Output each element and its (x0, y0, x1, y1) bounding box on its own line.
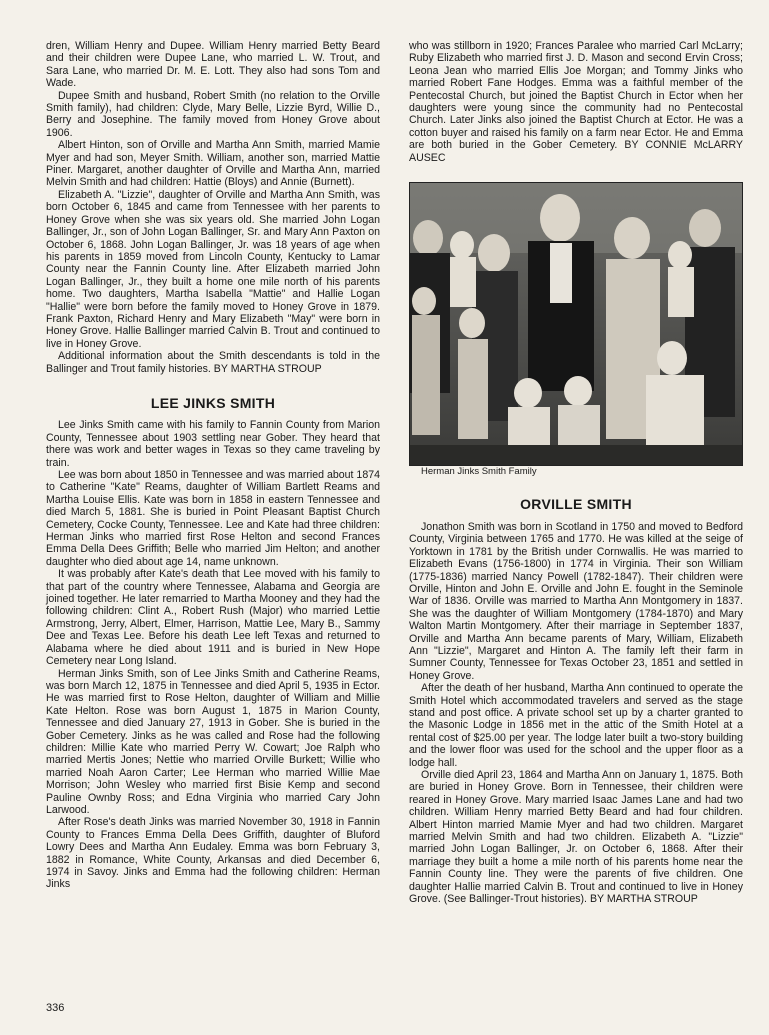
section-heading-lee-jinks-smith: LEE JINKS SMITH (150, 394, 276, 411)
paragraph: Additional information about the Smith descendants is told in the Ballinger and Trout family histories. BY MARTHA STROUP (46, 350, 380, 375)
paragraph: who was stillborn in 1920; Frances Paralee who married Carl McLarry; Ruby Elizabeth who married first J. D. Mason and second Ervin Cross; Leona Jean who married Ellis Joe Morgan; and Tommy Jinks who married Robert Fane Hodges. Emma was a faithful member of the Pentecostal Church, but joined the Baptist Church in Ector when her daughters were young since the community had no Pentecostal Church. Later Jinks also joined the Baptist Church at Ector. He was a cotton buyer and raised his family on a farm near Ector. He and Emma are both buried in the Gober Cemetery. BY CONNIE McLARRY AUSEC (409, 40, 743, 164)
right-column (409, 40, 743, 905)
left-column (46, 40, 380, 891)
paragraph: Dupee Smith and husband, Robert Smith (no relation to the Orville Smith family), had children: Clyde, Mary Belle, Lizzie Byrd, Willie D., Berry and Josephine. The family moved from Honey Grove about 1906. (46, 89, 380, 139)
family-photo-image (410, 183, 742, 465)
paragraph: It was probably after Kate's death that Lee moved with his family to that part of the country where Tennessee, Alabama and Georgia are joined together. He later remarried to Martha Mooney and they had the following children: Clint A., Robert Rush (Major) who married Lettie Armstrong, Jerry, Albert, Elmer, Harrison, Mattie Lee, Mary B., Sammy Dee and Texas Lee. Before his death Lee left Texas and returned to Alabama where he died about 1911 and is buried in New Hope Cemetery near Long Island. (46, 568, 380, 668)
page-number: 336 (46, 1002, 65, 1014)
paragraph: After the death of her husband, Martha Ann continued to operate the Smith Hotel which accommodated travelers and served as the stage stand and post office. A private school set up by a charter granted to the Masonic Lodge in 1856 met in the attic of the Smith Hotel at a rental cost of $25.00 per year. The lodge later built a two-story building and the lower floor was used for the school and the upper floor as a lodge hall. (409, 682, 743, 769)
photo-caption: Herman Jinks Smith Family (421, 466, 537, 478)
paragraph: After Rose's death Jinks was married November 30, 1918 in Fannin County to Frances Emma Della Dees Griffith, daughter of Bluford Lowry Dees and Martha Ann Eudaley. Emma was born February 3, 1882 in Romance, White County, Arkansas and died December 6, 1974 in Savoy. Jinks and Emma had the following children: Herman Jinks (46, 816, 380, 891)
family-photo (409, 182, 743, 466)
paragraph: Lee was born about 1850 in Tennessee and was married about 1874 to Catherine "Kate" Reams, daughter of William Bartlett Reams and Martha Louise Ellis. Kate was born in 1858 in eastern Tennessee and died March 5, 1881. She is buried in Point Pleasant Baptist Church Cemetery, Cocke County, Tennessee. Lee and Kate had three children: Herman Jinks who married first Rose Helton and second Frances Emma Della Dees Griffith; Belle who married Jim Helton; and another daughter who died about age 14, name unknown. (46, 469, 380, 568)
section-heading-orville-smith: ORVILLE SMITH (520, 496, 632, 513)
paragraph: Orville died April 23, 1864 and Martha Ann on January 1, 1875. Both are buried in Honey Grove. Born in Tennessee, their children were reared in Honey Grove. Mary married Isaac James Lane and had two children. William Henry married Betty Beard and had four children. Albert Hinton married Mamie Myer and had two children. Margaret married Melvin Smith and had two children. Elizabeth A. "Lizzie" married John Logan Ballinger, Jr. on October 6, 1868. After their marriage they built a home a mile north of his parents home near the Fannin County line. They were the parents of five children. One daughter Hallie married Calvin B. Trout and continued to live in Honey Grove. (See Ballinger-Trout histories). BY MARTHA STROUP (409, 769, 743, 906)
paragraph: Elizabeth A. "Lizzie", daughter of Orville and Martha Ann Smith, was born October 6, 1845 and came from Tennessee with her parents to Honey Grove when she was six years old. She married John Logan Ballinger, Jr., son of John Logan Ballinger, Sr. and Mary Ann Paxton on October 6, 1868. John Logan Ballinger, Jr. was 18 years of age when his parents in 1859 moved from Lincoln County, Kentucky to Lamar County near the Fannin County line. After Elizabeth married John Logan Ballinger, Jr., they built a home one mile north of his parents home. Two daughters, Martha Isabella "Mattie" and Hallie Logan "Hallie" were born before the family moved to Honey Grove in 1879. Frank Paxton, Richard Henry and Mary Elizabeth "May" were born in Honey Grove. Hallie Ballinger married Calvin B. Trout and continued to live in Honey Grove. (46, 188, 380, 350)
paragraph: Herman Jinks Smith, son of Lee Jinks Smith and Catherine Reams, was born March 12, 1875 in Tennessee and died April 5, 1935 in Ector. He was married first to Rose Helton, daughter of William and Millie Kate Helton. Rose was born August 1, 1875 in Marion County, Tennessee and died January 27, 1913 in Gober. She is buried in the Gober Cemetery. Jinks as he was called and Rose had the following children: Millie Kate who married Perry W. Cowart; Joe Ralph who married Mertis Jones; Nettie who married Orville Burkett; Willie who married Noah Aaron Carter; Lee Herman who married Willie Mae Morrison; John Wesley who married first Bisie Kemp and second Pauline Ownby Ross; and Edna Virginia who married Cary John Larwood. (46, 667, 380, 816)
paragraph: Albert Hinton, son of Orville and Martha Ann Smith, married Mamie Myer and had son, Meyer Smith. William, another son, married Mattie Piner. Margaret, another daughter of Orville and Martha Ann, married Melvin Smith and had children: Hattie (Bloys) and Annie (Burnett). (46, 139, 380, 189)
paragraph: dren, William Henry and Dupee. William Henry married Betty Beard and their children were Dupee Lane, who married L. W. Trout, and Sara Lane, who married Dr. M. E. Lott. They also had sons Tom and Wade. (46, 40, 380, 90)
paragraph: Lee Jinks Smith came with his family to Fannin County from Marion County, Tennessee about 1903 settling near Gober. They heard that there was work and better wages in Texas so they came traveling by train. (46, 419, 380, 469)
paragraph: Jonathon Smith was born in Scotland in 1750 and moved to Bedford County, Virginia between 1765 and 1770. He was killed at the seige of Yorktown in 1781 by the British under Cornwallis. He was married to Elizabeth Evans (1756-1800) in 1774 in Virginia. Their son William (1775-1836) married Nancy Powell (1782-1847). Their children were Orville, Hinton and John E. Orville and John E. fought in the Seminole War of 1836. Orville was married to Martha Ann Montgomery in 1837. She was the daughter of William Montgomery (1784-1870) and Mary Walton Martin Montgomery. After their marriage in September 1837, Orville and Martha Ann became parents of Mary, William, Elizabeth Ann "Lizzie", Margaret and Hinton A. The family left their farm in Sumner County, Tennessee for Texas October 23, 1851 and settled in Honey Grove. (409, 520, 743, 682)
